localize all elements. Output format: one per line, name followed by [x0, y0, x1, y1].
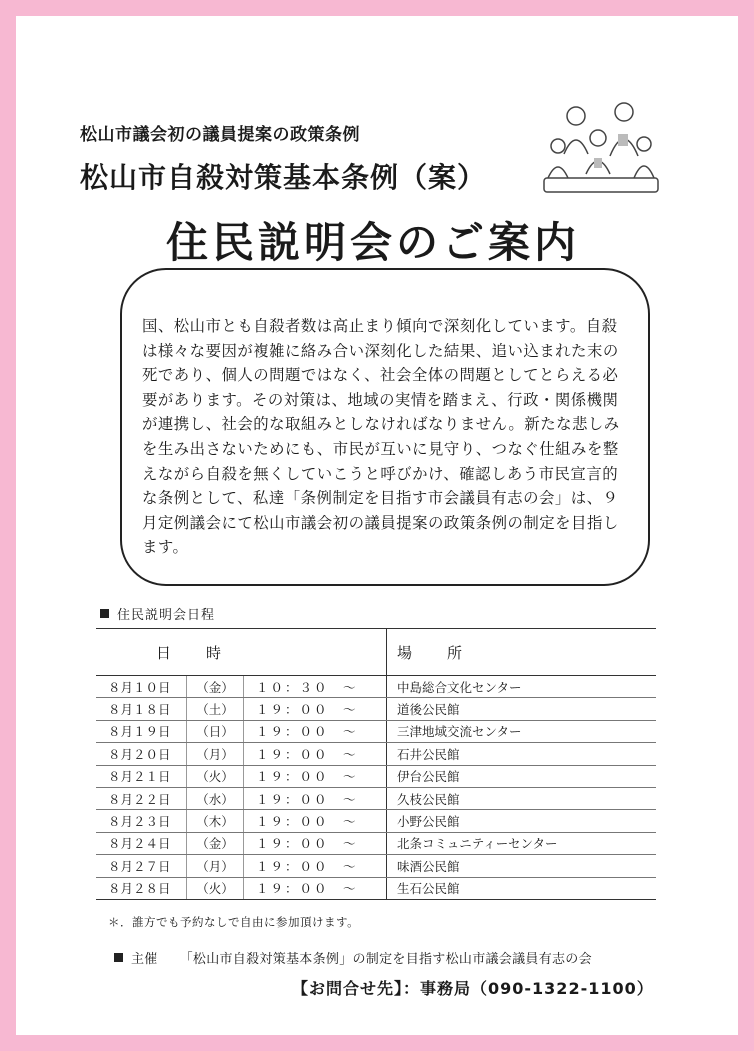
schedule-place: 小野公民館 — [387, 810, 657, 832]
schedule-date: ８月２７日 — [96, 855, 187, 877]
schedule-day: （金） — [187, 676, 244, 698]
schedule-date: ８月２２日 — [96, 787, 187, 809]
schedule-place: 道後公民館 — [387, 698, 657, 720]
schedule-place: 味酒公民館 — [387, 855, 657, 877]
schedule-row — [96, 765, 656, 787]
schedule-place: 三津地域交流センター — [387, 720, 657, 742]
schedule-row — [96, 676, 656, 698]
schedule-label — [100, 604, 215, 623]
flyer-sheet — [16, 16, 738, 1035]
subtitle: 松山市議会初の議員提案の政策条例 — [80, 125, 360, 145]
schedule-time: １９：００ ～ — [244, 743, 387, 765]
organizer-label: 主催 — [131, 952, 158, 967]
schedule-row — [96, 832, 656, 854]
participation-note: ＊．誰方でも予約なしで自由に参加頂けます。 — [108, 915, 360, 929]
schedule-day: （水） — [187, 787, 244, 809]
schedule-day: （火） — [187, 877, 244, 899]
schedule-time: １０：３０ ～ — [244, 676, 387, 698]
organizer — [114, 948, 592, 967]
schedule-date: ８月２１日 — [96, 765, 187, 787]
ordinance-title: 松山市自殺対策基本条例（案） — [80, 161, 487, 194]
schedule-place: 生石公民館 — [387, 877, 657, 899]
schedule-row — [96, 855, 656, 877]
schedule-day: （金） — [187, 832, 244, 854]
schedule-table — [96, 628, 656, 900]
family-illustration-icon — [536, 94, 666, 204]
schedule-time: １９：００ ～ — [244, 832, 387, 854]
schedule-date: ８月１８日 — [96, 698, 187, 720]
schedule-date: ８月２４日 — [96, 832, 187, 854]
header-place: 場 所 — [387, 629, 657, 676]
intro-text: 国、松山市とも自殺者数は高止まり傾向で深刻化しています。自殺は様々な要因が複雑に絡み合い深刻化した結果、追い込まれた末の死であり、個人の問題ではなく、社会全体の問題としてとらえる必要があります。その対策は、地域の実情を踏まえ、行政・関係機関が連携し、社会的な取組みとしなければなりません。新たな悲しみを生み出さないためにも、市民が互いに見守り、つなぐ仕組みを整えながら自殺を無くしていこうと呼びかけ、確認しあう市民宣言的な条例として、私達「条例制定を目指す市会議員有志の会」は、９月定例議会にて松山市議会初の議員提案の政策条例の制定を目指します。 — [142, 317, 620, 557]
schedule-row — [96, 698, 656, 720]
schedule-date: ８月１０日 — [96, 676, 187, 698]
schedule-day: （火） — [187, 765, 244, 787]
schedule-day: （土） — [187, 698, 244, 720]
schedule-row — [96, 787, 656, 809]
schedule-date: ８月２０日 — [96, 743, 187, 765]
organizer-name: 「松山市自殺対策基本条例」の制定を目指す松山市議会議員有志の会 — [179, 952, 592, 967]
schedule-place: 北条コミュニティーセンター — [387, 832, 657, 854]
schedule-header-row — [96, 629, 656, 676]
schedule-time: １９：００ ～ — [244, 765, 387, 787]
schedule-time: １９：００ ～ — [244, 810, 387, 832]
schedule-place: 久枝公民館 — [387, 787, 657, 809]
schedule-date: ８月１９日 — [96, 720, 187, 742]
schedule-label-text: 住民説明会日程 — [117, 608, 216, 623]
schedule-day: （日） — [187, 720, 244, 742]
schedule-time: １９：００ ～ — [244, 698, 387, 720]
schedule-day: （月） — [187, 855, 244, 877]
schedule-time: １９：００ ～ — [244, 720, 387, 742]
schedule-day: （木） — [187, 810, 244, 832]
schedule-row — [96, 877, 656, 899]
contact-info: 【お問合せ先】：事務局（090-1322-1100） — [292, 979, 654, 998]
square-bullet-icon — [114, 953, 123, 962]
schedule-place: 石井公民館 — [387, 743, 657, 765]
schedule-day: （月） — [187, 743, 244, 765]
schedule-row — [96, 743, 656, 765]
schedule-date: ８月２３日 — [96, 810, 187, 832]
schedule-time: １９：００ ～ — [244, 787, 387, 809]
headline: 住民説明会のご案内 — [166, 218, 581, 267]
header-datetime: 日 時 — [96, 629, 387, 676]
schedule-place: 中島総合文化センター — [387, 676, 657, 698]
schedule-time: １９：００ ～ — [244, 877, 387, 899]
schedule-row — [96, 810, 656, 832]
schedule-row — [96, 720, 656, 742]
schedule-date: ８月２８日 — [96, 877, 187, 899]
schedule-time: １９：００ ～ — [244, 855, 387, 877]
schedule-place: 伊台公民館 — [387, 765, 657, 787]
square-bullet-icon — [100, 609, 109, 618]
